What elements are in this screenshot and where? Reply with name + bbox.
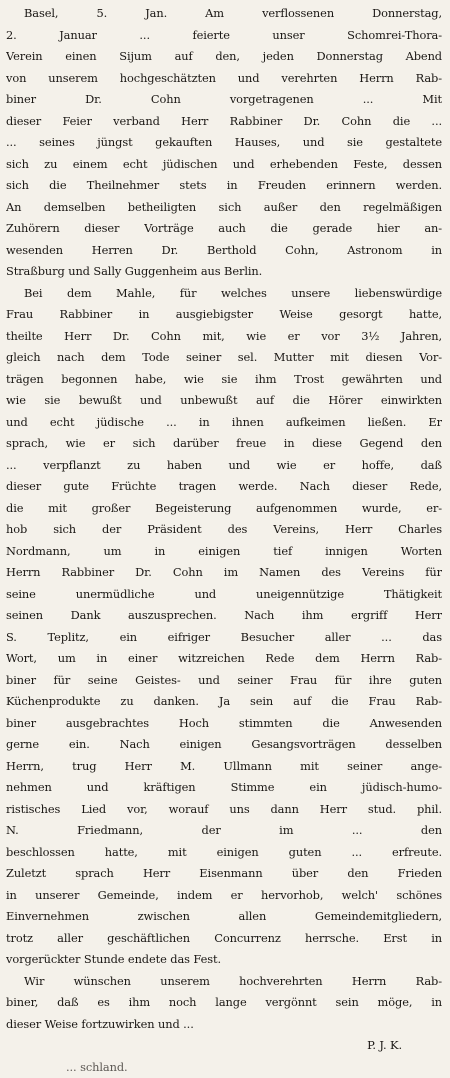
article-line: P. J. K. bbox=[6, 1035, 442, 1057]
article-line: gerne ein. Nach einigen Gesangsvorträgen desselben bbox=[6, 734, 442, 756]
article-line: theilte Herr Dr. Cohn mit, wie er vor 3½ Jahren, bbox=[6, 326, 442, 348]
article-line: trotz aller geschäftlichen Concurrenz herrsche. Erst in bbox=[6, 928, 442, 950]
article-line: Nordmann, um in einigen tief innigen Worten bbox=[6, 541, 442, 563]
article-line: N. Friedmann, der im ... den bbox=[6, 820, 442, 842]
article-line: biner, daß es ihm noch lange vergönnt sein möge, in bbox=[6, 992, 442, 1014]
article-line: Zuhörern dieser Vorträge auch die gerade hier an- bbox=[6, 218, 442, 240]
article-line: Wir wünschen unserem hochverehrten Herrn Rab- bbox=[6, 971, 442, 993]
article-line: Basel, 5. Jan. Am verflossenen Donnerstag, bbox=[6, 3, 442, 25]
article-line: dieser Feier verband Herr Rabbiner Dr. Cohn die ... bbox=[6, 111, 442, 133]
article-line: die mit großer Begeisterung aufgenommen wurde, er- bbox=[6, 498, 442, 520]
article-line: Frau Rabbiner in ausgiebigster Weise gesorgt hatte, bbox=[6, 304, 442, 326]
article-line: von unserem hochgeschätzten und verehrten Herrn Rab- bbox=[6, 68, 442, 90]
article-line: Herrn Rabbiner Dr. Cohn im Namen des Vereins für bbox=[6, 562, 442, 584]
article-line: biner Dr. Cohn vorgetragenen ... Mit bbox=[6, 89, 442, 111]
article-line: sich die Theilnehmer stets in Freuden erinnern werden. bbox=[6, 175, 442, 197]
article-line: seine unermüdliche und uneigennützige Thätigkeit bbox=[6, 584, 442, 606]
article-line: Zuletzt sprach Herr Eisenmann über den Frieden bbox=[6, 863, 442, 885]
article-line: S. Teplitz, ein eifriger Besucher aller ... das bbox=[6, 627, 442, 649]
article-line: Einvernehmen zwischen allen Gemeindemitgliedern, bbox=[6, 906, 442, 928]
article-line: und echt jüdische ... in ihnen aufkeimen ließen. Er bbox=[6, 412, 442, 434]
article-line: hob sich der Präsident des Vereins, Herr Charles bbox=[6, 519, 442, 541]
article-line: biner für seine Geistes- und seiner Frau für ihre guten bbox=[6, 670, 442, 692]
article-line: trägen begonnen habe, wie sie ihm Trost gewährten und bbox=[6, 369, 442, 391]
article-line: Bei dem Mahle, für welches unsere liebenswürdige bbox=[6, 283, 442, 305]
article-line: ... schland. bbox=[6, 1057, 442, 1078]
article-line: 2. Januar ... feierte unser Schomrei-Thora- bbox=[6, 25, 442, 47]
article-line: Küchenprodukte zu danken. Ja sein auf die Frau Rab- bbox=[6, 691, 442, 713]
article-line: Verein einen Sijum auf den, jeden Donnerstag Abend bbox=[6, 46, 442, 68]
article-line: An demselben betheiligten sich außer den regelmäßigen bbox=[6, 197, 442, 219]
article-line: Herrn, trug Herr M. Ullmann mit seiner ange- bbox=[6, 756, 442, 778]
article-line: ... verpflanzt zu haben und wie er hoffe, daß bbox=[6, 455, 442, 477]
article-line: biner ausgebrachtes Hoch stimmten die Anwesenden bbox=[6, 713, 442, 735]
article-line: sprach, wie er sich darüber freue in diese Gegend den bbox=[6, 433, 442, 455]
article-line: wie sie bewußt und unbewußt auf die Hörer einwirkten bbox=[6, 390, 442, 412]
article-line: in unserer Gemeinde, indem er hervorhob, welch' schönes bbox=[6, 885, 442, 907]
article-line: Wort, um in einer witzreichen Rede dem Herrn Rab- bbox=[6, 648, 442, 670]
article-line: wesenden Herren Dr. Berthold Cohn, Astronom in bbox=[6, 240, 442, 262]
article-line: ristisches Lied vor, worauf uns dann Herr stud. phil. bbox=[6, 799, 442, 821]
article-line: Straßburg und Sally Guggenheim aus Berlin. bbox=[6, 261, 442, 283]
article-line: vorgerückter Stunde endete das Fest. bbox=[6, 949, 442, 971]
article-line: dieser gute Früchte tragen werde. Nach dieser Rede, bbox=[6, 476, 442, 498]
article-line: sich zu einem echt jüdischen und erhebenden Feste, dessen bbox=[6, 154, 442, 176]
article-line: seinen Dank auszusprechen. Nach ihm ergriff Herr bbox=[6, 605, 442, 627]
article-line: gleich nach dem Tode seiner sel. Mutter mit diesen Vor- bbox=[6, 347, 442, 369]
article-line: ... seines jüngst gekauften Hauses, und sie gestaltete bbox=[6, 132, 442, 154]
article-line: nehmen und kräftigen Stimme ein jüdisch-humo- bbox=[6, 777, 442, 799]
article-line: beschlossen hatte, mit einigen guten ... erfreute. bbox=[6, 842, 442, 864]
article-line: dieser Weise fortzuwirken und ... bbox=[6, 1014, 442, 1036]
